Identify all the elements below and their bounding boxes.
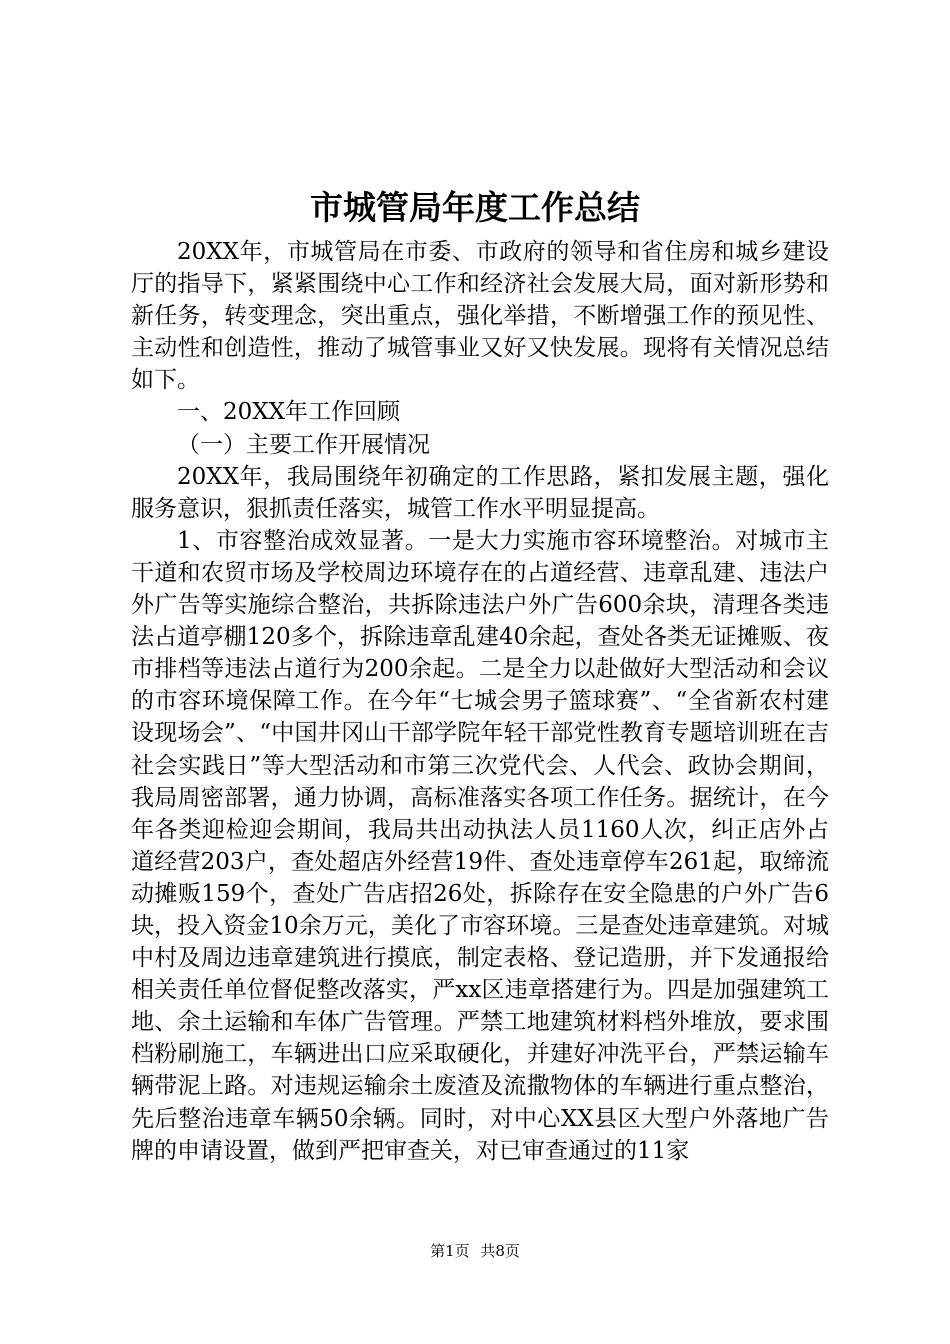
subsection-heading: （一）主要工作开展情况 (177, 431, 430, 458)
section-heading: 一、20XX年工作回顾 (177, 399, 401, 426)
summary-paragraph: 20XX年，我局围绕年初确定的工作思路，紧扣发展主题，强化服务意识，狠抓责任落实，城管工作水平明显提高。 (131, 463, 829, 522)
document-title: 市城管局年度工作总结 (310, 188, 640, 227)
page-number: 第1页 (430, 1242, 470, 1260)
page-total: 共8页 (480, 1242, 520, 1260)
intro-paragraph: 20XX年，市城管局在市委、市政府的领导和省住房和城乡建设厅的指导下，紧紧围绕中心工作和经济社会发展大局，面对新形势和新任务，转变理念，突出重点，强化举措，不断增强工作的预见性、主动性和创造性，推动了城管事业又好又快发展。现将有关情况总结如下。 (131, 239, 829, 394)
document-body (131, 236, 829, 1167)
detail-paragraph: 1、市容整治成效显著。一是大力实施市容环境整治。对城市主干道和农贸市场及学校周边环境存在的占道经营、违章乱建、违法户外广告等实施综合整治，共拆除违法户外广告600余块，清理各类违法占道亭棚120多个，拆除违章乱建40余起，查处各类无证摊贩、夜市排档等违法占道行为200余起。二是全力以赴做好大型活动和会议的市容环境保障工作。在今年“七城会男子篮球赛”、“全省新农村建设现场会”、“中国井冈山干部学院年轻干部党性教育专题培训班在吉社会实践日”等大型活动和市第三次党代会、人代会、政协会期间，我局周密部署，通力协调，高标准落实各项工作任务。据统计，在今年各类迎检迎会期间，我局共出动执法人员1160人次，纠正店外占道经营203户，查处超店外经营19件、查处违章停车261起，取缔流动摊贩159个，查处广告店招26处，拆除存在安全隐患的户外广告6块，投入资金10余万元，美化了市容环境。三是查处违章建筑。对城中村及周边违章建筑进行摸底，制定表格、登记造册，并下发通报给相关责任单位督促整改落实，严xx区违章搭建行为。四是加强建筑工地、余土运输和车体广告管理。严禁工地建筑材料档外堆放，要求围档粉刷施工，车辆进出口应采取硬化，并建好冲洗平台，严禁运输车辆带泥上路。对违规运输余土废渣及流撒物体的车辆进行重点整治，先后整治违章车辆50余辆。同时，对中心XX县区大型户外落地广告牌的申请设置，做到严把审查关，对已审查通过的11家 (131, 527, 829, 1164)
page-footer (0, 1241, 950, 1261)
